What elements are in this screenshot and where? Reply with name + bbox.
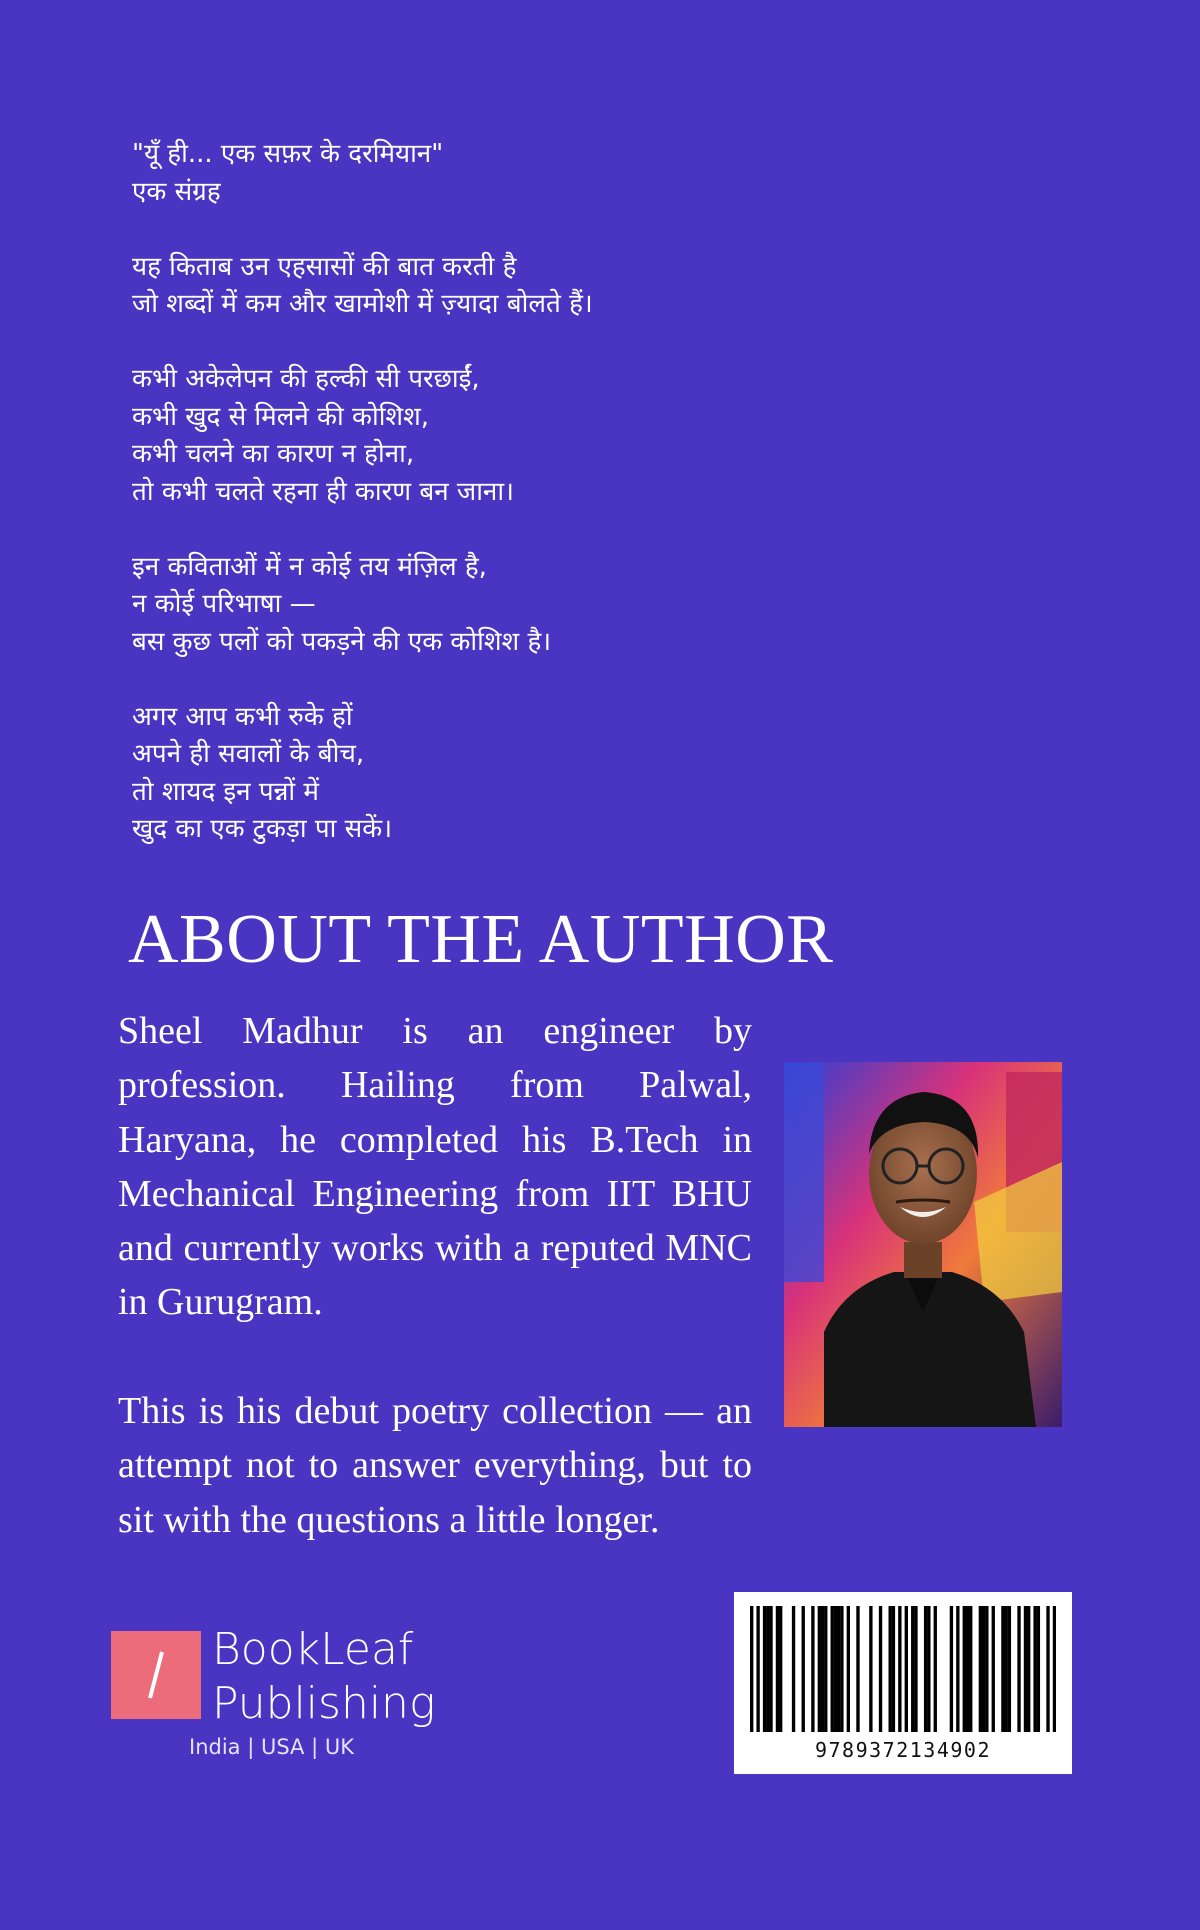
barcode-bar [856, 1606, 859, 1732]
blurb-line: कभी चलने का कारण न होना, [132, 439, 415, 469]
barcode-bar [911, 1606, 914, 1732]
barcode-bar [879, 1606, 882, 1732]
barcode-bar [963, 1606, 966, 1732]
barcode-bar [769, 1606, 772, 1732]
barcode-bar [1053, 1606, 1056, 1732]
barcode-bar [956, 1606, 959, 1732]
barcode-bar [837, 1606, 840, 1732]
barcode-bar [1017, 1606, 1020, 1732]
barcode-bar [847, 1606, 850, 1732]
barcode-bar [821, 1606, 824, 1732]
barcode-bar [869, 1606, 872, 1732]
blurb-stanza [132, 699, 832, 849]
hindi-blurb [132, 136, 832, 886]
publisher-regions: India | USA | UK [189, 1735, 354, 1759]
barcode-bar [840, 1606, 843, 1732]
blurb-line: कभी अकेलेपन की हल्की सी परछाईं, [132, 364, 480, 394]
barcode-bar [950, 1606, 953, 1732]
publisher-name [212, 1623, 435, 1731]
author-bio [118, 1004, 752, 1601]
barcode-bar [892, 1606, 895, 1732]
barcode-bars [750, 1606, 1056, 1732]
barcode-bar [1033, 1606, 1036, 1732]
blurb-line: बस कुछ पलों को पकड़ने की एक कोशिश है। [132, 626, 552, 657]
isbn-number: 9789372134902 [814, 1738, 992, 1762]
blurb-line: इन कविताओं में न कोई तय मंज़िल है, [132, 551, 487, 582]
barcode-bar [750, 1606, 753, 1732]
barcode-bar [992, 1606, 995, 1732]
barcode-bar [889, 1606, 892, 1732]
author-photo [784, 1062, 1062, 1427]
barcode-bar [802, 1606, 805, 1732]
blurb-line: यह किताब उन एहसासों की बात करती है [132, 251, 517, 282]
publisher-logo-mark [111, 1631, 201, 1719]
barcode-bar [982, 1606, 985, 1732]
barcode-bar [969, 1606, 972, 1732]
barcode-bar [834, 1606, 837, 1732]
barcode-bar [1008, 1606, 1011, 1732]
blurb-line: खुद का एक टुकड़ा पा सकें। [132, 814, 393, 844]
blurb-line: तो कभी चलते रहना ही कारण बन जाना। [132, 476, 514, 507]
barcode-bar [824, 1606, 827, 1732]
barcode-bar [766, 1606, 769, 1732]
blurb-line: न कोई परिभाषा — [132, 589, 316, 619]
barcode-bar [763, 1606, 766, 1732]
blurb-line: "यूँ ही... एक सफ़र के दरमियान" [132, 139, 444, 169]
blurb-line: अगर आप कभी रुके हों [132, 701, 353, 732]
blurb-line: अपने ही सवालों के बीच, [132, 739, 365, 769]
blurb-stanza [132, 549, 832, 662]
publisher-name-line-2: Publishing [212, 1678, 436, 1729]
barcode-bar [756, 1606, 759, 1732]
barcode-bar [1004, 1606, 1007, 1732]
barcode-bar [927, 1606, 930, 1732]
blurb-stanza [132, 136, 832, 211]
barcode-bar [934, 1606, 937, 1732]
barcode-bar [905, 1606, 908, 1732]
barcode-bar [1046, 1606, 1049, 1732]
barcode-bar [985, 1606, 988, 1732]
barcode-bar [924, 1606, 927, 1732]
publisher-name-line-1: BookLeaf [212, 1624, 414, 1675]
blurb-stanza [132, 361, 832, 511]
blurb-line: एक संग्रह [132, 176, 221, 207]
barcode-bar [1001, 1606, 1004, 1732]
author-bio-paragraph-1: Sheel Madhur is an engineer by profession. Hailing from Palwal, Haryana, he completed his B.Tech in Mechanical Engineering from IIT BHU and currently works with a reputed MNC in Gurugram. [118, 1010, 752, 1324]
isbn-barcode [734, 1592, 1072, 1774]
barcode-bar [811, 1606, 814, 1732]
barcode-bar [792, 1606, 795, 1732]
author-bio-paragraph-2: This is his debut poetry collection — an attempt not to answer everything, but to sit with the questions a little longer. [118, 1390, 752, 1541]
about-author-heading: ABOUT THE AUTHOR [128, 901, 834, 978]
barcode-bar [966, 1606, 969, 1732]
blurb-line: तो शायद इन पन्नों में [132, 776, 319, 807]
barcode-bar [898, 1606, 901, 1732]
barcode-bar [776, 1606, 779, 1732]
blurb-line: जो शब्दों में कम और खामोशी में ज़्यादा बोलते हैं। [132, 289, 593, 319]
barcode-bar [914, 1606, 917, 1732]
barcode-bar [831, 1606, 834, 1732]
barcode-bar [779, 1606, 782, 1732]
barcode-bar [979, 1606, 982, 1732]
barcode-bar [1037, 1606, 1040, 1732]
blurb-stanza [132, 249, 832, 324]
barcode-bar [1027, 1606, 1030, 1732]
barcode-bar [818, 1606, 821, 1732]
barcode-bar [1024, 1606, 1027, 1732]
blurb-line: कभी खुद से मिलने की कोशिश, [132, 401, 430, 432]
